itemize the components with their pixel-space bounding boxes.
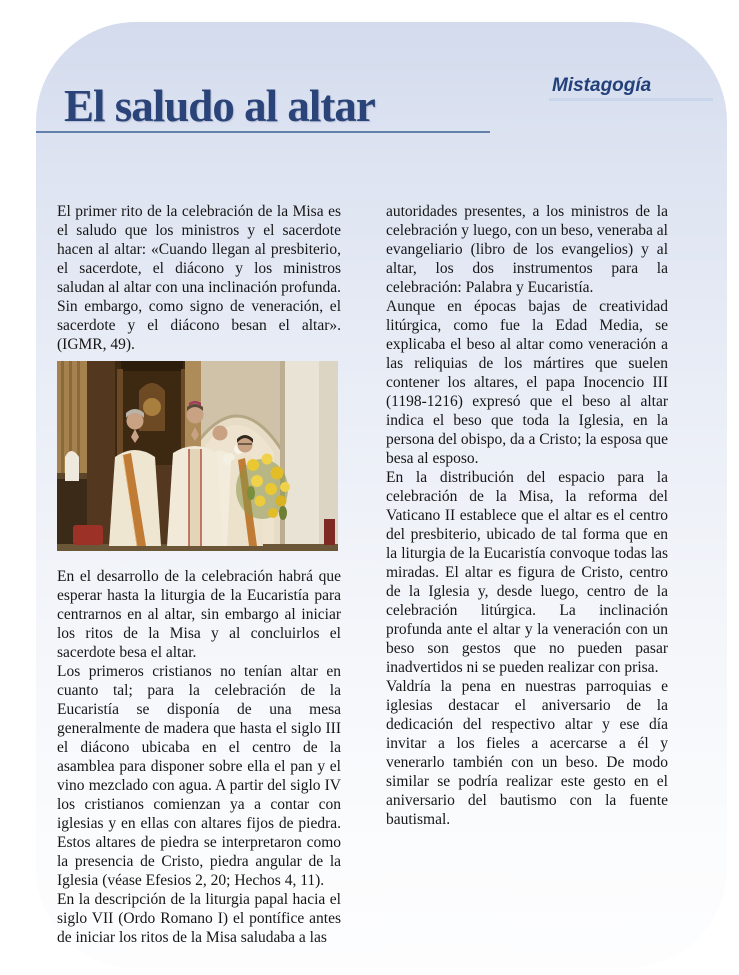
paragraph-edad-media: Aunque en épocas bajas de creatividad litúrgica, como fue la Edad Media, se explicaba el beso al altar como veneración a las reliquias de los mártires que suelen contener los altares, el papa Inocencio III (1198-1216) expresó que el beso al altar indica el beso que toda la Iglesia, en la persona del obispo, da a Cristo; la esposa que besa al esposo. [386, 298, 668, 467]
paragraph-aniversario: Valdría la pena en nuestras parroquias e iglesias destacar el aniversario de la dedicación del respectivo altar y ese día invitar a los fieles a acercarse a él y venerarlo también con un beso. De modo similar se podría realizar este gesto en el aniversario del bautismo con la fuente bautismal. [386, 678, 668, 828]
paragraph-desarrollo: En el desarrollo de la celebración habrá que esperar hasta la liturgia de la Eucaristía para centrarnos en al altar, sin embargo al iniciar los ritos de la Misa y al concluirlos el sacerdote besa el altar. [57, 568, 341, 661]
paragraph-liturgia-papal: En la descripción de la liturgia papal hacia el siglo VII (Ordo Romano I) el pontífice antes de iniciar los ritos de la Misa saludaba a las [57, 891, 341, 946]
paragraph-vaticano-ii: En la distribución del espacio para la celebración de la Misa, la reforma del Vaticano II establece que el altar es el centro del presbiterio, ubicado de tal forma que en la liturgia de la Eucaristía convoque todas las miradas. El altar es figura de Cristo, centro de la Iglesia y, desde luego, centro de la celebración litúrgica. La inclinación profunda ante el altar y la veneración con un beso son gestos que no pueden pasar inadvertidos ni se pueden realizar con prisa. [386, 469, 668, 676]
paragraph-autoridades: autoridades presentes, a los ministros de la celebración y luego, con un beso, veneraba al evangeliario (libro de los evangelios) y al altar, los dos instrumentos para la celebración: Palabra y Eucaristía. [386, 203, 668, 296]
altar-ceremony-photo [57, 361, 338, 551]
page-title: El saludo al altar [64, 81, 375, 131]
masthead-underline [549, 98, 713, 101]
right-column [386, 202, 668, 829]
left-column [57, 202, 341, 947]
paragraph-intro: El primer rito de la celebración de la Misa es el saludo que los ministros y el sacerdote hacen al altar: «Cuando llegan al presbiterio, el sacerdote, el diácono y los ministros saludan al altar con una inclinación profunda. Sin embargo, como signo de veneración, el sacerdote y el diácono besan el altar». (IGMR, 49). [57, 203, 341, 353]
title-underline [36, 131, 490, 133]
masthead-label: Mistagogía [552, 75, 652, 96]
altar-ceremony-photo-graphic [57, 361, 338, 551]
paragraph-primeros-cristianos: Los primeros cristianos no tenían altar en cuanto tal; para la celebración de la Eucaristía se disponía de una mesa generalmente de madera que hasta el siglo III el diácono ubicaba en el centro de la asamblea para disponer sobre ella el pan y el vino mezclado con agua. A partir del siglo IV los cristianos comienzan ya a contar con iglesias y en ellas con altares fijos de piedra. Estos altares de piedra se interpretaron como la presencia de Cristo, piedra angular de la Iglesia (véase Efesios 2, 20; Hechos 4, 11). [57, 663, 341, 889]
